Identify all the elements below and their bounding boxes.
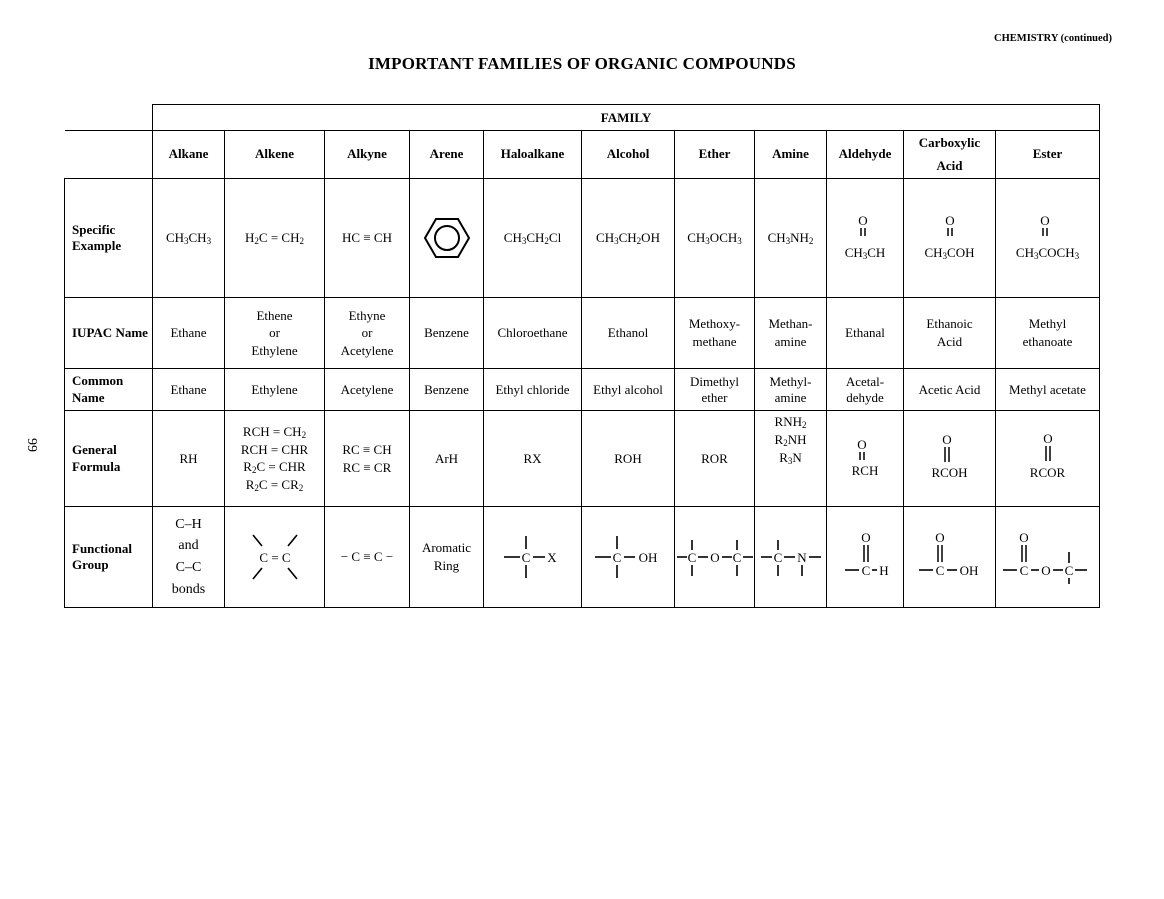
table-row [65, 507, 1100, 608]
cell-ether-general: ROR [675, 411, 755, 507]
cell-alkene-general: RCH = $CH_2$ RCH = CHR $R_2C$ = CHR $R_2C = CR_2$ [225, 411, 325, 507]
cell-haloalkane-functional [484, 507, 582, 608]
cell-arene-example [410, 179, 484, 298]
cell-alkyne-common: Acetylene [325, 369, 410, 411]
carboxyl-group-icon [917, 532, 983, 582]
cell-alkyne-example [325, 179, 410, 298]
ether-group-icon [677, 534, 753, 580]
svg-text:C: C [773, 550, 782, 565]
cell-haloalkane-general: RX [484, 411, 582, 507]
ester-group-icon [1003, 532, 1093, 582]
column-header: Carboxylic Acid [904, 131, 996, 179]
cell-alkane-example [153, 179, 225, 298]
row-label-general-formula: General Formula [65, 411, 153, 507]
svg-text:C: C [521, 550, 530, 565]
cell-alkene-example [225, 179, 325, 298]
svg-text:C: C [1064, 563, 1073, 578]
svg-text:N: N [796, 550, 807, 565]
formula-text: $CH_3COH$ [924, 244, 975, 261]
column-header: Aldehyde [827, 131, 904, 179]
column-header: Ether [675, 131, 755, 179]
formula-text: $CH_3NH_2$ [767, 229, 814, 246]
svg-text:C: C [687, 550, 696, 565]
svg-text:O: O [1039, 212, 1050, 228]
section-header: CHEMISTRY (continued) [994, 33, 1112, 44]
cell-aldehyde-common: Acetal- dehyde [827, 369, 904, 411]
hydroxyl-group-icon [593, 534, 663, 580]
benzene-ring-icon [422, 215, 472, 261]
cell-acid-common: Acetic Acid [904, 369, 996, 411]
cell-alkene-iupac: Ethene or Ethylene [225, 298, 325, 369]
page-title: IMPORTANT FAMILIES OF ORGANIC COMPOUNDS [368, 54, 796, 73]
column-header: Arene [410, 131, 484, 179]
cell-arene-iupac: Benzene [410, 298, 484, 369]
amine-group-icon [759, 534, 823, 580]
cell-acid-general: O RCOH [904, 411, 996, 507]
cell-alkane-iupac: Ethane [153, 298, 225, 369]
cell-aldehyde-iupac: Ethanal [827, 298, 904, 369]
cell-ether-common: Dimethyl ether [675, 369, 755, 411]
formula-text: HC ≡ CH [342, 230, 392, 246]
column-header: Alkyne [325, 131, 410, 179]
cell-arene-general: ArH [410, 411, 484, 507]
haloalkane-group-icon [502, 534, 564, 580]
cell-aldehyde-general: O RCH [827, 411, 904, 507]
alkene-group-icon [245, 532, 305, 582]
svg-text:O: O [944, 212, 955, 228]
corner-cell [65, 105, 153, 131]
row-label-iupac-name: IUPAC Name [65, 298, 153, 369]
corner-cell [65, 131, 153, 179]
svg-text:O: O [1040, 563, 1051, 578]
cell-acid-iupac: Ethanoic Acid [904, 298, 996, 369]
cell-alcohol-functional [582, 507, 675, 608]
cell-haloalkane-example [484, 179, 582, 298]
formula-text: $CH_3CH$ [844, 244, 886, 261]
svg-text:O: O [857, 436, 867, 452]
svg-text:O: O [709, 550, 720, 565]
aldehyde-group-icon [837, 532, 893, 582]
cell-alcohol-general: ROH [582, 411, 675, 507]
svg-text:C = C: C = C [258, 550, 291, 565]
cell-alkane-functional: C–H and C–C bonds [153, 507, 225, 608]
cell-amine-functional [755, 507, 827, 608]
svg-text:C: C [861, 563, 871, 578]
cell-haloalkane-common: Ethyl chloride [484, 369, 582, 411]
carbonyl-icon [835, 214, 895, 236]
formula-text: $CH_3COCH_3$ [1015, 244, 1080, 261]
cell-ether-example [675, 179, 755, 298]
row-label-functional-group: Functional Group [65, 507, 153, 608]
cell-ester-general: O RCOR [996, 411, 1100, 507]
cell-alkyne-general: RC ≡ CH RC ≡ CR [325, 411, 410, 507]
formula-text: $CH_3CH_2OH$ [596, 229, 660, 246]
cell-alkene-common: Ethylene [225, 369, 325, 411]
table-row [65, 131, 1100, 179]
carbonyl-icon [1018, 214, 1078, 236]
table-row [65, 369, 1100, 411]
cell-arene-common: Benzene [410, 369, 484, 411]
cell-alkane-common: Ethane [153, 369, 225, 411]
table-row [65, 298, 1100, 369]
cell-ether-functional [675, 507, 755, 608]
cell-aldehyde-functional [827, 507, 904, 608]
svg-text:O: O [941, 431, 952, 447]
svg-text:H: H [879, 563, 889, 578]
svg-text:C: C [612, 550, 622, 565]
cell-alcohol-example [582, 179, 675, 298]
cell-ether-iupac: Methoxy- methane [675, 298, 755, 369]
column-header: Alkane [153, 131, 225, 179]
column-header: Haloalkane [484, 131, 582, 179]
formula-text: $CH_3CH_3$ [165, 229, 212, 246]
table-row [65, 179, 1100, 298]
cell-ester-iupac: Methyl ethanoate [996, 298, 1100, 369]
cell-acid-example [904, 179, 996, 298]
svg-text:O: O [934, 530, 945, 545]
svg-text:C: C [935, 563, 944, 578]
cell-acid-functional [904, 507, 996, 608]
formula-text: $CH_3OCH_3$ [687, 229, 742, 246]
svg-text:O: O [1018, 530, 1029, 545]
cell-amine-common: Methyl- amine [755, 369, 827, 411]
page-number: 99 [24, 438, 39, 452]
cell-aldehyde-example [827, 179, 904, 298]
row-label-common-name: Common Name [65, 369, 153, 411]
cell-ester-common: Methyl acetate [996, 369, 1100, 411]
cell-amine-general: $RNH_2$ $R_2NH$ $R_3N$ [755, 411, 827, 507]
cell-alcohol-iupac: Ethanol [582, 298, 675, 369]
carbonyl-icon [835, 438, 895, 460]
table-row [65, 411, 1100, 507]
carbonyl-icon [920, 214, 980, 236]
formula-text: $CH_3CH_2Cl$ [503, 229, 562, 246]
cell-amine-example [755, 179, 827, 298]
family-header: FAMILY [153, 105, 1100, 131]
organic-families-table [64, 104, 1100, 608]
cell-alkane-general: RH [153, 411, 225, 507]
cell-ester-functional [996, 507, 1100, 608]
svg-text:OH: OH [959, 563, 978, 578]
cell-alkyne-iupac: Ethyne or Acetylene [325, 298, 410, 369]
cell-ester-example [996, 179, 1100, 298]
cell-alkene-functional [225, 507, 325, 608]
formula-text: $H_2C = CH_2$ [245, 229, 304, 246]
cell-arene-functional: Aromatic Ring [410, 507, 484, 608]
svg-text:C: C [732, 550, 741, 565]
cell-alkyne-functional: − C ≡ C − [325, 507, 410, 608]
cell-amine-iupac: Methan- amine [755, 298, 827, 369]
row-label-specific-example: Specific Example [65, 179, 153, 298]
column-header: Amine [755, 131, 827, 179]
cell-haloalkane-iupac: Chloroethane [484, 298, 582, 369]
svg-text:O: O [1042, 431, 1053, 447]
table-row [65, 105, 1100, 131]
svg-text:X: X [546, 550, 557, 565]
svg-text:C: C [1019, 563, 1028, 578]
svg-text:O: O [858, 212, 868, 228]
column-header: Alkene [225, 131, 325, 179]
svg-text:O: O [861, 530, 871, 545]
cell-alcohol-common: Ethyl alcohol [582, 369, 675, 411]
svg-text:OH: OH [638, 550, 658, 565]
column-header: Ester [996, 131, 1100, 179]
column-header: Alcohol [582, 131, 675, 179]
